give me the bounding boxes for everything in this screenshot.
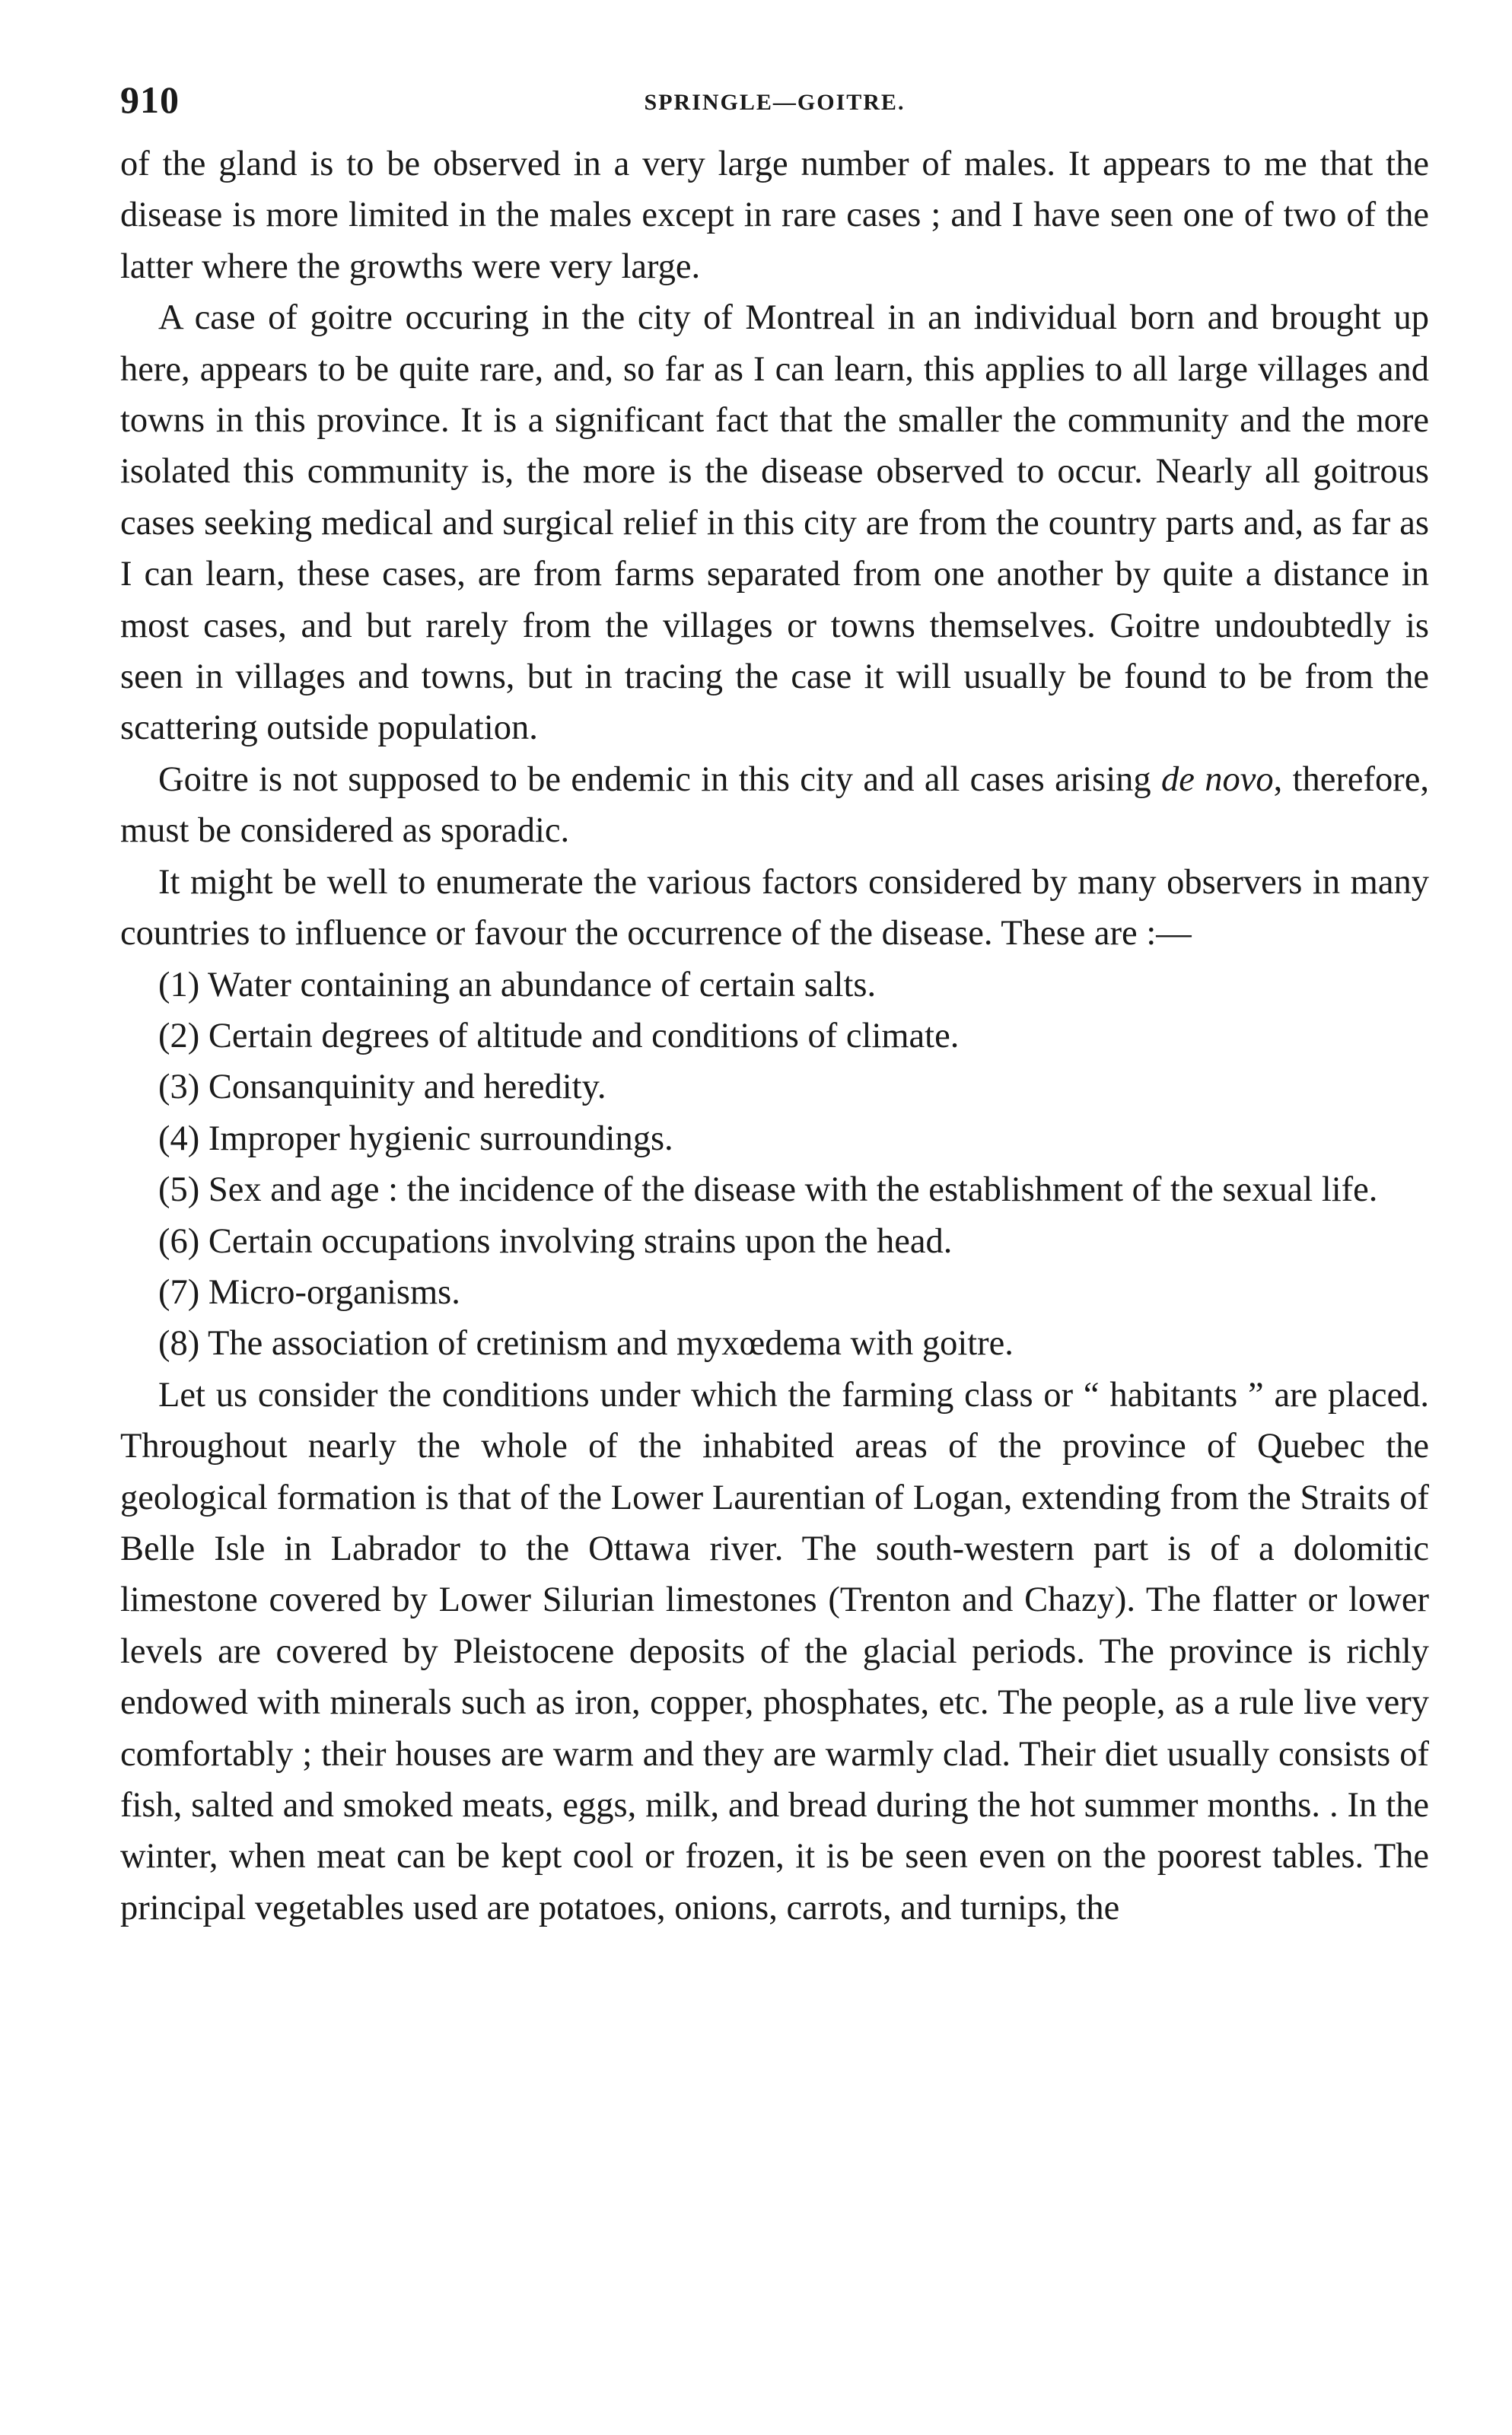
page-header (120, 73, 1429, 138)
paragraph-endemic-italic: de novo (1160, 759, 1274, 799)
factor-item: (4) Improper hygienic surroundings. (158, 1119, 673, 1158)
paragraph-factors-intro: It might be well to enumerate the various factors considered by many observers in many countries to influence or favour the occurrence of the disease. These are :— (120, 862, 1429, 953)
page-number: 910 (120, 78, 180, 121)
paragraph-continuation: of the gland is to be observed in a very large number of males. It appears to me that the disease is more limited in the males except in rare cases ; and I have seen one of two of the latter where the growths were very large. (120, 145, 1429, 286)
factor-item: (8) The association of cretinism and myxœdema with goitre. (158, 1324, 1014, 1364)
factor-item: (7) Micro-organisms. (158, 1272, 460, 1312)
factor-item: (1) Water containing an abundance of certain salts. (158, 965, 877, 1004)
factor-item: (3) Consanquinity and heredity. (158, 1068, 606, 1107)
book-page (120, 73, 1429, 1934)
paragraph-endemic (120, 754, 1429, 857)
paragraph-endemic-before: Goitre is not supposed to be endemic in this city and all cases arising (158, 759, 1161, 799)
factor-item: (5) Sex and age : the incidence of the disease with the establishment of the sexual life. (158, 1170, 1378, 1210)
paragraph-montreal: A case of goitre occuring in the city of Montreal in an individual born and brought up here, appears to be quite rare, and, so far as I can learn, this applies to all large villages and towns in this province. It is a significant fact that the smaller the community and the more isolated this community is, the more is the disease observed to occur. Nearly all goitrous cases seeking medical and surgical relief in this city are from the country parts and, as far as I can learn, these cases, are from farms separated from one another by quite a distance in most cases, and but rarely from the villages or towns themselves. Goitre undoubtedly is seen in villages and towns, but in tracing the case it will usually be found to be from the scattering outside population. (120, 298, 1429, 748)
running-head: SPRINGLE—GOITRE. (644, 90, 906, 115)
paragraph-habitants: Let us consider the conditions under which the farming class or “ habitants ” are placed. Throughout nearly the whole of the inhabited areas of the province of Quebec the geological formation is that of the Lower Laurentian of Logan, extending from the Straits of Belle Isle in Labrador to the Ottawa river. The south-western part is of a dolomitic limestone covered by Lower Silurian limestones (Trenton and Chazy). The flatter or lower levels are covered by Pleistocene deposits of the glacial periods. The province is richly endowed with minerals such as iron, copper, phosphates, etc. The people, as a rule live very comfortably ; their houses are warm and they are warmly clad. Their diet usually consists of fish, salted and smoked meats, eggs, milk, and bread during the hot summer months. . In the winter, when meat can be kept cool or frozen, it is be seen even on the poorest tables. The principal vegetables used are potatoes, onions, carrots, and turnips, the (120, 1375, 1429, 1927)
factor-item: (2) Certain degrees of altitude and conditions of climate. (158, 1016, 960, 1055)
paragraph-endemic-after: , therefore, must be considered as sporadic. (120, 759, 1429, 851)
body-text (120, 138, 1429, 1934)
factor-item: (6) Certain occupations involving strains upon the head. (158, 1221, 953, 1261)
